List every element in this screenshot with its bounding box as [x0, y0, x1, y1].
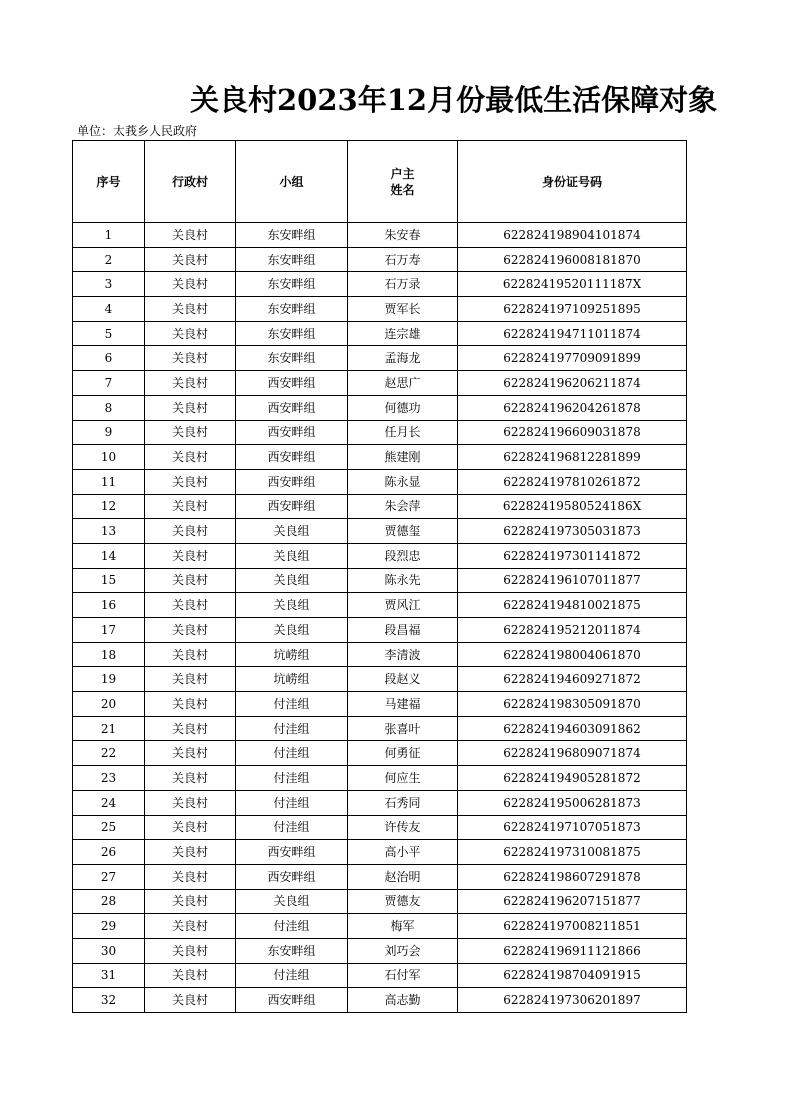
header-head-name-line2: 姓名: [390, 182, 415, 197]
cell-id-number: 622824194711011874: [458, 321, 687, 346]
cell-village: 关良村: [145, 395, 236, 420]
cell-id-number: 622824196206211874: [458, 371, 687, 396]
table-row: [73, 741, 687, 766]
cell-seq: 12: [73, 494, 145, 519]
table-row: [73, 420, 687, 445]
cell-seq: 1: [73, 223, 145, 248]
table-row: [73, 346, 687, 371]
cell-group: 西安畔组: [236, 371, 348, 396]
cell-village: 关良村: [145, 469, 236, 494]
cell-group: 坑崂组: [236, 642, 348, 667]
cell-seq: 28: [73, 889, 145, 914]
cell-head-name: 石秀同: [348, 790, 458, 815]
cell-seq: 16: [73, 593, 145, 618]
cell-seq: 23: [73, 766, 145, 791]
cell-seq: 22: [73, 741, 145, 766]
cell-head-name: 任月长: [348, 420, 458, 445]
cell-group: 东安畔组: [236, 321, 348, 346]
cell-group: 西安畔组: [236, 988, 348, 1013]
cell-group: 关良组: [236, 568, 348, 593]
cell-head-name: 赵思广: [348, 371, 458, 396]
table-row: [73, 766, 687, 791]
cell-group: 关良组: [236, 543, 348, 568]
table-row: [73, 914, 687, 939]
cell-seq: 6: [73, 346, 145, 371]
cell-seq: 29: [73, 914, 145, 939]
table-row: [73, 988, 687, 1013]
cell-village: 关良村: [145, 667, 236, 692]
cell-id-number: 62282419580524186X: [458, 494, 687, 519]
cell-village: 关良村: [145, 371, 236, 396]
cell-id-number: 622824196008181870: [458, 247, 687, 272]
cell-id-number: 622824197709091899: [458, 346, 687, 371]
table-row: [73, 494, 687, 519]
cell-seq: 21: [73, 716, 145, 741]
table-row: [73, 840, 687, 865]
cell-group: 关良组: [236, 889, 348, 914]
cell-village: 关良村: [145, 741, 236, 766]
cell-seq: 25: [73, 815, 145, 840]
cell-id-number: 622824197301141872: [458, 543, 687, 568]
cell-id-number: 622824198004061870: [458, 642, 687, 667]
cell-seq: 2: [73, 247, 145, 272]
cell-head-name: 段昌福: [348, 618, 458, 643]
roster-table: [72, 140, 687, 1013]
cell-head-name: 何应生: [348, 766, 458, 791]
cell-seq: 10: [73, 445, 145, 470]
cell-group: 坑崂组: [236, 667, 348, 692]
cell-head-name: 李清波: [348, 642, 458, 667]
table-row: [73, 568, 687, 593]
table-row: [73, 618, 687, 643]
cell-group: 关良组: [236, 593, 348, 618]
cell-seq: 4: [73, 297, 145, 322]
cell-group: 关良组: [236, 519, 348, 544]
cell-head-name: 熊建刚: [348, 445, 458, 470]
table-row: [73, 469, 687, 494]
cell-id-number: 622824198607291878: [458, 864, 687, 889]
cell-id-number: 622824195006281873: [458, 790, 687, 815]
cell-village: 关良村: [145, 642, 236, 667]
cell-group: 东安畔组: [236, 938, 348, 963]
header-village: 行政村: [145, 141, 236, 223]
cell-village: 关良村: [145, 963, 236, 988]
cell-head-name: 贾军长: [348, 297, 458, 322]
header-group: 小组: [236, 141, 348, 223]
cell-head-name: 何德功: [348, 395, 458, 420]
cell-group: 付洼组: [236, 790, 348, 815]
cell-head-name: 陈永显: [348, 469, 458, 494]
cell-id-number: 622824197305031873: [458, 519, 687, 544]
table-row: [73, 692, 687, 717]
cell-village: 关良村: [145, 420, 236, 445]
header-id-number: 身份证号码: [458, 141, 687, 223]
cell-head-name: 赵治明: [348, 864, 458, 889]
cell-id-number: 622824195212011874: [458, 618, 687, 643]
cell-village: 关良村: [145, 618, 236, 643]
cell-id-number: 622824194609271872: [458, 667, 687, 692]
cell-seq: 19: [73, 667, 145, 692]
cell-seq: 26: [73, 840, 145, 865]
cell-id-number: 622824197810261872: [458, 469, 687, 494]
cell-id-number: 622824196609031878: [458, 420, 687, 445]
cell-group: 西安畔组: [236, 494, 348, 519]
cell-group: 西安畔组: [236, 864, 348, 889]
cell-seq: 17: [73, 618, 145, 643]
cell-village: 关良村: [145, 914, 236, 939]
table-row: [73, 667, 687, 692]
cell-village: 关良村: [145, 840, 236, 865]
table-row: [73, 321, 687, 346]
table-row: [73, 864, 687, 889]
cell-head-name: 连宗雄: [348, 321, 458, 346]
table-row: [73, 519, 687, 544]
table-row: [73, 395, 687, 420]
cell-head-name: 高志勤: [348, 988, 458, 1013]
cell-seq: 32: [73, 988, 145, 1013]
cell-group: 付洼组: [236, 716, 348, 741]
cell-id-number: 622824197306201897: [458, 988, 687, 1013]
cell-group: 东安畔组: [236, 346, 348, 371]
cell-head-name: 石付军: [348, 963, 458, 988]
cell-group: 付洼组: [236, 914, 348, 939]
cell-seq: 5: [73, 321, 145, 346]
cell-head-name: 张喜叶: [348, 716, 458, 741]
cell-village: 关良村: [145, 790, 236, 815]
cell-group: 西安畔组: [236, 840, 348, 865]
table-row: [73, 790, 687, 815]
table-row: [73, 223, 687, 248]
header-seq: 序号: [73, 141, 145, 223]
cell-head-name: 贾风江: [348, 593, 458, 618]
table-row: [73, 889, 687, 914]
cell-head-name: 孟海龙: [348, 346, 458, 371]
cell-village: 关良村: [145, 297, 236, 322]
cell-group: 东安畔组: [236, 272, 348, 297]
cell-village: 关良村: [145, 988, 236, 1013]
cell-village: 关良村: [145, 272, 236, 297]
cell-group: 付洼组: [236, 692, 348, 717]
table-row: [73, 642, 687, 667]
cell-village: 关良村: [145, 938, 236, 963]
cell-head-name: 刘巧会: [348, 938, 458, 963]
table-row: [73, 963, 687, 988]
table-row: [73, 716, 687, 741]
cell-village: 关良村: [145, 519, 236, 544]
cell-group: 付洼组: [236, 766, 348, 791]
cell-seq: 3: [73, 272, 145, 297]
cell-group: 付洼组: [236, 741, 348, 766]
cell-seq: 20: [73, 692, 145, 717]
cell-head-name: 石万寿: [348, 247, 458, 272]
table-row: [73, 445, 687, 470]
cell-seq: 31: [73, 963, 145, 988]
cell-id-number: 622824196207151877: [458, 889, 687, 914]
cell-group: 西安畔组: [236, 445, 348, 470]
cell-seq: 13: [73, 519, 145, 544]
cell-village: 关良村: [145, 346, 236, 371]
cell-village: 关良村: [145, 494, 236, 519]
cell-id-number: 622824197310081875: [458, 840, 687, 865]
cell-group: 东安畔组: [236, 297, 348, 322]
cell-village: 关良村: [145, 889, 236, 914]
cell-head-name: 许传友: [348, 815, 458, 840]
cell-id-number: 622824197107051873: [458, 815, 687, 840]
cell-seq: 18: [73, 642, 145, 667]
cell-group: 东安畔组: [236, 247, 348, 272]
cell-group: 关良组: [236, 618, 348, 643]
cell-group: 付洼组: [236, 815, 348, 840]
issuing-unit: 单位：太莪乡人民政府: [77, 124, 198, 138]
cell-seq: 30: [73, 938, 145, 963]
cell-head-name: 朱安春: [348, 223, 458, 248]
cell-seq: 7: [73, 371, 145, 396]
table-row: [73, 272, 687, 297]
cell-group: 西安畔组: [236, 420, 348, 445]
table-body: [73, 223, 687, 1013]
cell-seq: 8: [73, 395, 145, 420]
cell-village: 关良村: [145, 568, 236, 593]
header-head-name-line1: 户主: [390, 166, 415, 181]
cell-id-number: 622824198704091915: [458, 963, 687, 988]
cell-head-name: 高小平: [348, 840, 458, 865]
cell-id-number: 622824194810021875: [458, 593, 687, 618]
cell-head-name: 马建福: [348, 692, 458, 717]
cell-group: 西安畔组: [236, 469, 348, 494]
cell-seq: 15: [73, 568, 145, 593]
cell-head-name: 陈永先: [348, 568, 458, 593]
cell-seq: 11: [73, 469, 145, 494]
cell-id-number: 622824196204261878: [458, 395, 687, 420]
cell-id-number: 622824194905281872: [458, 766, 687, 791]
cell-village: 关良村: [145, 445, 236, 470]
table-row: [73, 371, 687, 396]
cell-id-number: 622824196812281899: [458, 445, 687, 470]
cell-village: 关良村: [145, 766, 236, 791]
cell-head-name: 朱会萍: [348, 494, 458, 519]
cell-village: 关良村: [145, 593, 236, 618]
cell-village: 关良村: [145, 223, 236, 248]
cell-id-number: 62282419520111187X: [458, 272, 687, 297]
cell-head-name: 段赵义: [348, 667, 458, 692]
cell-seq: 27: [73, 864, 145, 889]
cell-id-number: 622824194603091862: [458, 716, 687, 741]
cell-id-number: 622824197109251895: [458, 297, 687, 322]
cell-head-name: 段烈忠: [348, 543, 458, 568]
cell-id-number: 622824198904101874: [458, 223, 687, 248]
cell-seq: 14: [73, 543, 145, 568]
cell-village: 关良村: [145, 543, 236, 568]
cell-head-name: 贾德玺: [348, 519, 458, 544]
cell-group: 西安畔组: [236, 395, 348, 420]
cell-village: 关良村: [145, 247, 236, 272]
cell-village: 关良村: [145, 321, 236, 346]
table-row: [73, 297, 687, 322]
table-row: [73, 543, 687, 568]
cell-seq: 9: [73, 420, 145, 445]
table-row: [73, 247, 687, 272]
cell-village: 关良村: [145, 692, 236, 717]
table-row: [73, 815, 687, 840]
table-row: [73, 593, 687, 618]
cell-group: 付洼组: [236, 963, 348, 988]
cell-village: 关良村: [145, 716, 236, 741]
cell-id-number: 622824196107011877: [458, 568, 687, 593]
cell-group: 东安畔组: [236, 223, 348, 248]
cell-village: 关良村: [145, 815, 236, 840]
table-row: [73, 938, 687, 963]
cell-head-name: 贾德友: [348, 889, 458, 914]
header-head-name: [348, 141, 458, 223]
page-title: 关良村2023年12月份最低生活保障对象: [190, 83, 718, 117]
cell-head-name: 石万录: [348, 272, 458, 297]
cell-head-name: 何勇征: [348, 741, 458, 766]
cell-seq: 24: [73, 790, 145, 815]
cell-head-name: 梅军: [348, 914, 458, 939]
cell-id-number: 622824196809071874: [458, 741, 687, 766]
table-header-row: [73, 141, 687, 223]
cell-id-number: 622824198305091870: [458, 692, 687, 717]
cell-village: 关良村: [145, 864, 236, 889]
cell-id-number: 622824197008211851: [458, 914, 687, 939]
cell-id-number: 622824196911121866: [458, 938, 687, 963]
